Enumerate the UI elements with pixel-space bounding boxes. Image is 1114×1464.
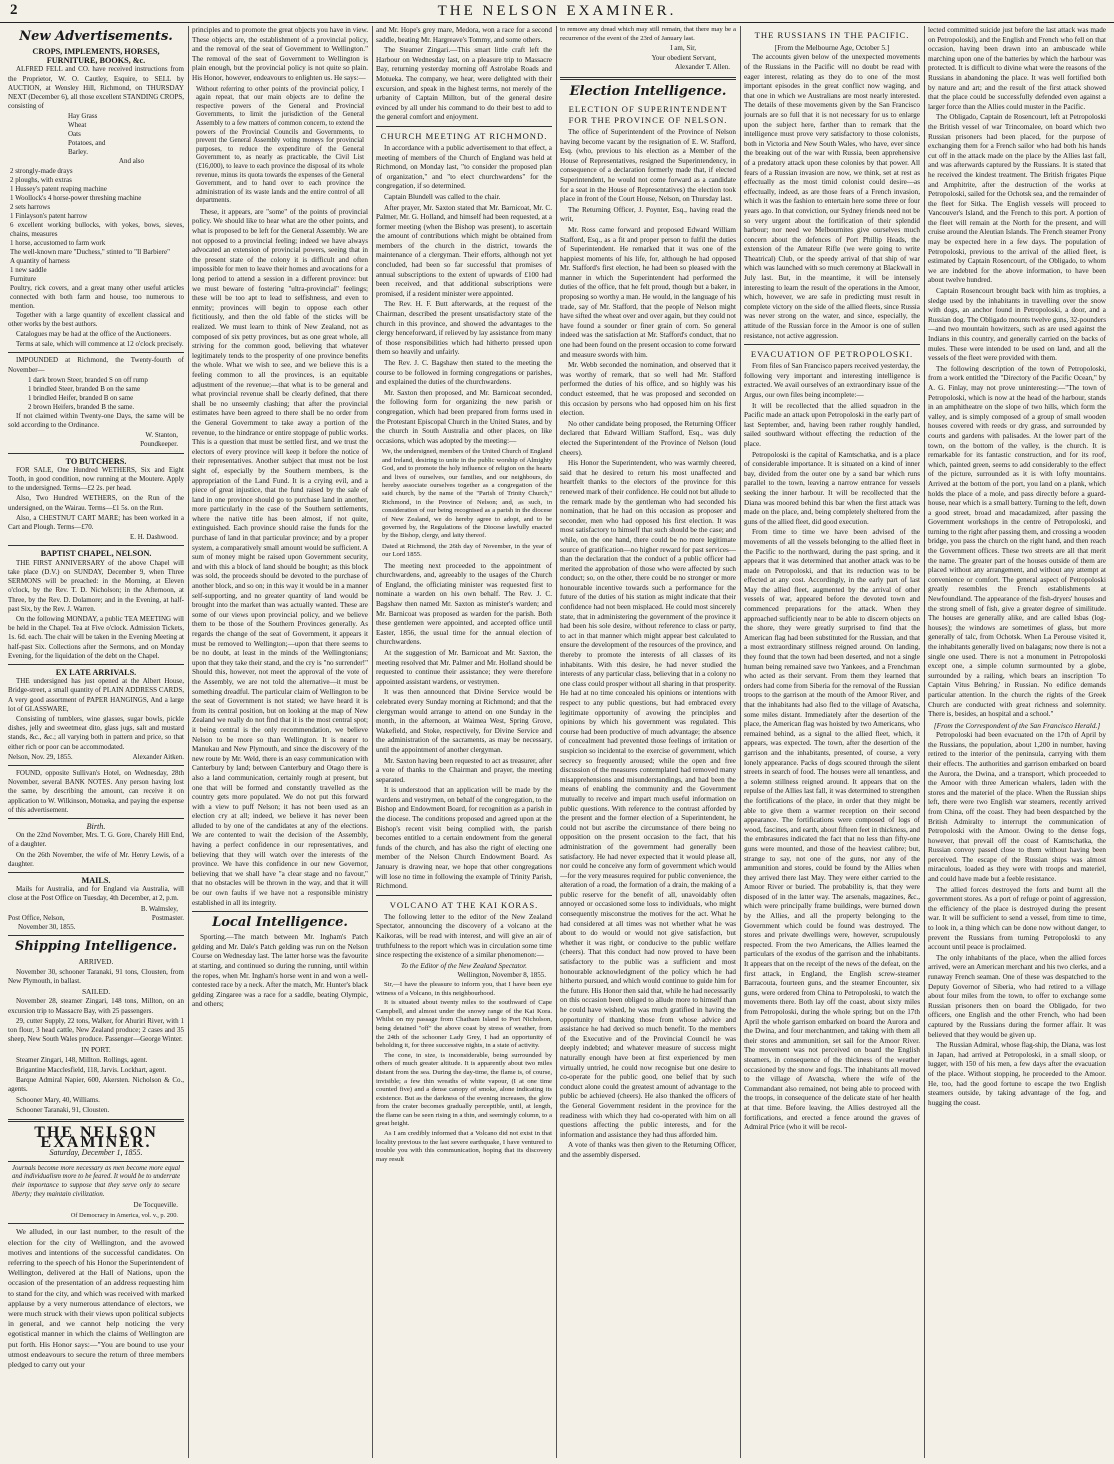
news-paragraph: The Rev. J. C. Bagshaw then stated to the meeting the course to be followed in forming congregations or parishes, and explained the duties of the churchwardens. bbox=[376, 359, 552, 387]
list-item: Hay Grass bbox=[68, 112, 98, 121]
news-paragraph: The Rev. H. F. Butt afterwards, at the request of the Chairman, described the present unsatisfactory state of the church in this province, and showed the advantages to the clergy henceforward, if relieved by lay assistance from many of those responsibilities which had hitherto pressed upon them so heavily and unfairly. bbox=[376, 300, 552, 357]
advertisement-found bbox=[8, 769, 184, 815]
ad-body: Terms at sale, which will commence at 12 o'clock precisely. bbox=[16, 340, 184, 349]
sub-heading: SAILED. bbox=[81, 987, 111, 997]
news-paragraph: In accordance with a public advertisement to that effect, a meeting of members of the Church of England was held at Richmond, on Monday last, "to consider the proposed plan of organization," and "to elect churchwardens" for the congregation, if so determined. bbox=[376, 143, 552, 191]
divider bbox=[8, 872, 184, 873]
news-paragraph: From time to time we have been advised of the movements of all the vessels belonging to the allied fleet in the Pacific to the northward, during the past spring, and it appears that it was determined that another attack was to be made on Petropoloski, and that its reduction was to be effected at any cost. Accordingly, in the early part of last May the allied fleet, augmented by the arrival of other vessels of war, appeared before the devoted town and commenced preparations for the attack. When they approached sufficiently near to be able to discern objects on the shore, they were greatly surprised to find that the American flag had been substituted for the Russian, and that a most extraordinary stillness reigned around. On landing, they found that the town had been deserted, and not a single human being remained save two Yankees, and a Frenchman who acted as their servant. From them they learned that orders had come from Siberia for the removal of the Russian troops to the garrison at the mouth of the Amoor River, and that the inhabitants had also fled to the village of Avatscha, some miles distant. Immediately after the desertion of the place, the American flag was hoisted by two Americans, who remained behind, as a signal to the allied fleet, which, it appears, was expected. The town, after the desertion of the garrison and the inhabitants, presented, of course, a very lonely appearance. Packs of dogs scoured through the silent streets in search of food. The houses were all tenantless, and a solemn stillness reigned around. It appears that on the repulse of the Allies last fall, it was determined to strengthen the fortifications of the place, in order that they might be able to give them a warmer reception on their second appearance. The fortifications were composed of logs of wood, fascines, and earth, about fifteen feet in thickness, and the embrasures indicated the fact that no less than fifty-one guns were mounted, and those of the heaviest calibre; but, strange to say, not one of the guns, nor any of the ammunition and stores, could be found by the Allies when they arrived there last May. They were either carried to the Amoor River or buried. The probability is, that they were disposed of in the latter way. The arsenals, magazines, &c., which were principally frame buildings, were burned down by the Allies, and all the property belonging to the Government which could be found was destroyed. The stores and private dwellings were, however, scrupulously respected. From the two Americans, the Allies learned the particulars of the exodus of the garrison and the inhabitants. It appears that on the receipt of the news of the defeat, on the first attack, in England, the English screw-steamer Barracouta, fourteen guns, and the steamer Encounter, six guns, were ordered from China to Petropoloski, to watch the movements there. Both lay off the coast, about sixty miles from Petropoloski, during the whole spring; but on the 17th April the whole garrison embarked on board the Aurora and the Dwina, and four merchantmen, and taking with them all their stores and ammunition, set sail for the Amoor River. The movement was not perceived on board the English steamers, in consequence of the thickness of the weather occasioned by the snow and fogs. The inhabitants all moved to the village of Avatscha, where the wife of the Commandant also remained, not being able to proceed with the troops, in consequence of the delicate state of her health at that time. Before leaving, the Allies destroyed all the fortifications, and erected a fence around the graves of Admiral Price (who it will be recol- bbox=[744, 528, 920, 1132]
advertisement-impounded bbox=[8, 356, 184, 449]
list-item: Wheat bbox=[68, 121, 87, 130]
news-paragraph: After prayer, Mr. Saxton stated that Mr. Barnicoat, Mr. C. Palmer, Mr. G. Holland, and himself had been requested, at a former meeting (when the Bishop was present), to ascertain the amount of contributions which might be obtained from members of the church in the district, towards the maintenance of a clergyman. Their efforts, although not yet concluded, had been so far successful that promises of annual subscriptions to the extent of upwards of £100 had been received, and that additional subscriptions were promised, if a resident minister were appointed. bbox=[376, 203, 552, 298]
article-source: [From the Melbourne Age, October 5.] bbox=[774, 43, 890, 52]
advertisement-butchers bbox=[8, 457, 184, 543]
ad-body: On the following MONDAY, a public TEA MEETING will be held in the Chapel. Tea at Five o'clock. Admission Tickets, 1s. 6d. each. The chair will be taken in the Evening Meeting at half-past Six. Collections after the Sermons, and on Monday Evening, for the liquidation of the debt on the Chapel. bbox=[8, 614, 184, 660]
list-item: 2 ploughs, with extras bbox=[10, 175, 72, 184]
news-paragraph: The Returning Officer, J. Poynter, Esq., having read the writ, bbox=[560, 205, 736, 224]
ad-title: BAPTIST CHAPEL, NELSON. bbox=[40, 549, 152, 559]
news-paragraph: The Obligado, Captain de Rosencourt, left at Petropoloski the British vessel of war Trincomalee, on board which two Russian prisoners had been placed, for the purpose of exchanging them for a French sailor who had both his hands cut off in the attack made on the place by the Allies last fall, and was afterwards captured by the Russians. It is stated that he received the kindest treatment. The British frigates Pique and Amphitrite, after the destruction of the works at Petropoloski, sailed for the Ochotsk sea, and the remainder of the fleet for Sitka. The English vessels will proceed to Vancouver's Island, and the French to this port. A portion of the fleet will remain at the North for the present, and will cruise around the Aleutian Islands. The French steamer Prony may be expected here in a few days. The population of Petropoloski, previous to the arrival of the allied fleet, is estimated by Captain Rosencourt, of the Obligado, to whom we are indebted for the above information, to have been about twelve hundred. bbox=[928, 113, 1106, 285]
editorial-masthead: THE NELSON EXAMINER. bbox=[34, 1124, 158, 1151]
ad-body: 29, cutter Supply, 22 tons, Walker, for Ahuriri River, with 1 ton flour, 3 head cattle, New Zealand produce; 2 cases and 35 sheep, New South Wales produce. Passenger—George Winter. bbox=[8, 1016, 184, 1044]
news-paragraph: Mr. Ross came forward and proposed Edward William Stafford, Esq., as a fit and proper person to fulfil the duties of Superintendent. He remarked that it was one of the happiest moments of his life, for, although he had opposed Mr. Stafford's first election, he had been so pleased with the manner in which the Superintendent had performed the duties of the office, that he felt proud, though but a baker, in proposing so worthy a man. He would, in the language of his trade, say of Mr. Stafford, that the people of Nelson might have sifted the wheat over and over again, but they could not have found a sounder or finer grain of corn. So general indeed was the satisfaction at Mr. Stafford's conduct, that no one had been found on the present occasion to come forward and measure swords with him. bbox=[560, 225, 736, 359]
ad-title: TO BUTCHERS. bbox=[65, 456, 127, 466]
news-paragraph: Mr. Saxton having been requested to act as treasurer, after a vote of thanks to the Chairman and prayer, the meeting separated. bbox=[376, 756, 552, 784]
list-item: Brigantine Macclesfield, 118, Jarvis. Lockhart, agent. bbox=[16, 1066, 167, 1075]
ad-footer bbox=[8, 753, 184, 762]
news-paragraph: His Honor the Superintendent, who was warmly cheered, said that he desired to return his most unaffected and heartfelt thanks to the electors of the province for this renewed mark of their confidence. He could not but allude to the remark made by the gentleman who had seconded his nomination, that he had on this occasion as proposer and seconder, men who had opposed his first election. It was most satisfactory to himself that such should be the case; and while, on the one hand, there could be no more legitimate source of gratification—no higher reward for past services—than the declaration that the conduct of a public officer had merited the approbation of those who were affected by such conduct; so, on the other, there could be no stronger or more honourable incentive towards such a performance for the future of the duties of his station as might indicate that their confidence had not been misplaced. He could most sincerely state, that in administering the government of the province it had been his sole desire, without reference to class or party, to act in that manner which might appear best calculated to ensure the development of the resources of the province, and thereby to promote the interests of all classes of its inhabitants. With this desire, he had never studied the interests of any particular class, believing that in a colony no one class could prosper without all sharing in that prosperity. He had at no time concealed his opinions or intentions with respect to any public questions, but had embraced every legitimate opportunity of avowing the principles and opinions by which his government was regulated. This course had been productive of much advantage; the absence of concealment had prevented those feelings of irritation or suspicion so incidental to the exercise of government, which secrecy so frequently aroused; while the open and free discussion of the measures contemplated had removed many misapprehensions and misunderstandings, and had been the means of enabling the community and the Government mutually to receive and impart much useful information on public questions. With reference to the contrast afforded by the present and the former election of a Superintendent, he could not but ascribe the circumstance of there being no opposition on the present occasion to the fact, that his administration of the government had generally been satisfactory. He had never expected that it would please all, nor could he conceive any form of government which would—for the very measures required for public convenience, the alteration of a road, the formation of a drain, the making of a public reserve for the benefit of all, unavoidably often annoyed or occasioned some loss to individuals, who might consequently misconstrue the motives for the act. What he had considered at all times was not whether what he was about to do would or would not give satisfaction, but whether it was right, or conducive to the public welfare (cheers). That this conduct had now proved to have been satisfactory to the public was a sufficient and most honourable acknowledgment of the policy which he had hitherto pursued, and which would continue to guide him for the future. His Honor then said that, while he had necessarily on this occasion been obliged to allude more to himself than he could have wished, he was much gratified in having the opportunity of thanking those from whose advice and assistance he had derived so much benefit. To the members of the Executive and of the Provincial Council he was deeply indebted; and whatever measure of success might naturally enough have been at first experienced by men virtually untried, he could now recognise but one desire to co-operate for the public good, one belief that by such conduct alone could the greatest amount of advantage to the public be achieved (cheers). He also thanked the officers of the General Government resident in the province for the readiness with which they had co-operated with him on all questions affecting the public interests, and for the information and assistance they had thus afforded him. bbox=[560, 459, 736, 1139]
editorial-paragraph: These, it appears, are "some" of the points of provincial policy. We should like to hear what are the other points, and what is proposed to be left for the General Assembly. We are not opposed to a provincial feeling; indeed we have always advocated an extension of provincial powers, seeing that in the present state of the colony it is difficult and often impossible for men to leave their homes and avocations for a long period to attend a session in a different province: but we must beware of fostering "ultra-provincial" feelings; these will be too apt to lead to selfishness, and even to enmity; provinces will begin to oppose each other fictitiously, and then the old fable of the sticks will be realized. We must learn to think of New Zealand, not as composed of six petty provinces, but as one great whole, all striving for the common good, believing that whatever legitimately tends to the prosperity of one province benefits the whole. What we wish to see, and we believe this is a feeling common to all the provinces, is an equitable adjustment of the revenue;—that what is to be general and what provincial revenue shall be clearly defined, that there shall be no unseemly clashing; that after the provincial estimates have been agreed to there shall be no order from the General Government to take away a portion of the revenue, to the hindrance or entire stoppage of public works. This is a question that must be settled first, and we trust the electors of every province will keep it before the notice of their representatives. Another subject that must not be lost sight of, especially by the Southern members, is the appropriation of the Land Fund. It is a crying evil, and a piece of great injustice, that the fund raised by the sale of land in one province should go to purchase land in another, more particularly in the case of the Southern settlements, where the native title has been almost, if not quite, extinguished. Each province should raise the funds for the purchase of land in that particular province; and by a proper system, a comparatively small amount would be sufficient. A sum of money might be raised upon Government security, and with this a block of land should be bought; as this block was sold, the proceeds should be devoted to the purchase of another block, and so on; in this way it would be in a manner self-supporting, and no greater quantity of land would be brought into the market than was actually wanted. These are some of our views upon provincial policy, and we believe them to be those of the Southern Provinces generally. As regards the change of the seat of Government, it appears it must be removed to Wellington;—upon that there seems to be no doubt, at least in the minds of the Wellingtonians; upon that they take their stand, and the cry is "no surrender!" Should this, however, not meet the approval of the vote of the Assembly, we are not told the alternative—it must be something dreadful. The particular claim of Wellington to be the seat of Government is not stated; we have heard it is from its central position, but on looking at the map of New Zealand we really do not find that it is the most central spot; it being central is the only recommendation, we believe Nelson to be more so than Wellington. It is nearer to Manukau and New Plymouth, and since the discovery of the new route by Mr. Weld, there is an easy communication with Canterbury by land; between Canterbury and Otago there is also a land communication, certainly rough at present, but one that will be formed and constantly travelled as the country gets more populated. We do not put this forward with a view to puff Nelson; it has not been used as an election cry at all; indeed, we believe it has never been alluded to by one of the candidates at any of the elections. We are contented to wait the decision of the Assembly, having a perfect confidence in our representatives, and believing that they will watch over the interests of the province. We have this confidence in our new Governor, believing that we shall have "a clear stage and no favour," that no obstacles will be thrown in the way, and that it will be our own faults if we have not a responsible ministry established in all its integrity. bbox=[192, 207, 368, 907]
signature: B. Walmsley, bbox=[140, 904, 178, 913]
divider bbox=[8, 765, 184, 766]
ad-date: November 30, 1855. bbox=[18, 923, 76, 931]
letter-paragraph: Sir,—I have the pleasure to inform you, that I have been eye witness of a Volcano, in this neighbourhood. bbox=[376, 980, 552, 997]
letter-paragraph: As I am credibly informed that a Volcano did not exist in that locality previous to the last severe earthquake, I have ventured to trouble you with this communication, hoping that its discovery may result bbox=[376, 1130, 552, 1163]
ad-body: FOR SALE, One Hundred WETHERS, Six and Eight Tooth, in good condition, now running at the Moutere. Apply to the undersigned. Terms—£2 2s. per head. bbox=[8, 465, 184, 493]
signature: Poundkeeper. bbox=[140, 440, 178, 449]
column-rule bbox=[556, 26, 557, 1458]
article-source: [From the Correspondent of the San Francisco Herald.] bbox=[933, 720, 1101, 730]
ad-body: On the 22nd November, Mrs. T. G. Gore, Charely Hill End, of a daughter. bbox=[8, 831, 184, 849]
block-quote: Without referring to other points of the provincial policy, I again repeat, that our main objects are to define the respective powers of the General and Provincial Governments, to limit the jurisdiction of the General Assembly to a few matters of common concern, to extend the powers of the Provincial Councils and Governments, to prevent the General Assembly voting moneys for provincial purposes, to reduce the expenditure of the General Government to, as nearly as practicable, the Civil List (£16,000), to leave to each province the disposal of its whole revenue, minus its quota towards the expenses of the General Government, and to hand over to each province the administration of its waste lands and the entire control of all departments. bbox=[196, 85, 364, 205]
advertisement-chapel bbox=[8, 549, 184, 660]
item-list bbox=[28, 376, 184, 412]
signature: W. Stanton, bbox=[145, 431, 178, 440]
list-item: 2 brown Heifers, branded B the same. bbox=[28, 402, 135, 411]
sub-heading: IN PORT. bbox=[81, 1045, 111, 1055]
list-item: Poultry, rick covers, and a great many other useful articles connected with both farm and house, too numerous to mention. bbox=[10, 283, 184, 310]
divider bbox=[8, 1223, 184, 1224]
news-paragraph: Mr. Webb seconded the nomination, and observed that it was worthy of remark, that so well had Mr. Stafford performed the duties of his office, and so highly was his conduct esteemed, that he was proposed and seconded on this occasion by persons who had opposed him on his first election. bbox=[560, 361, 736, 418]
letter-closing: Your obedient Servant, bbox=[651, 53, 716, 62]
list-item: Barley. bbox=[68, 148, 88, 157]
divider bbox=[8, 545, 184, 546]
list-item: Potatoes, and bbox=[68, 139, 106, 148]
advertisement-auction bbox=[8, 47, 184, 349]
page-number: 2 bbox=[10, 2, 18, 18]
news-paragraph: It will be recollected that the allied squadron in the Pacific made an attack upon Petropoloski in the early part of last September, and, having been rather roughly handled, sailed southward without effecting the reduction of the place. bbox=[744, 401, 920, 448]
divider bbox=[8, 935, 184, 936]
column-4 bbox=[560, 26, 736, 1460]
list-item: A quantity of harness bbox=[10, 256, 70, 265]
news-paragraph: Mr. Saxton then proposed, and Mr. Barnicoat seconded, the following form for organizing the new parish or congregation, which had been prepared from forms used in the Protestant Episcopal Church in the United States, and by the church in South Australia and other places, on like occasions, which was adopted by the meeting:— bbox=[376, 388, 552, 445]
news-paragraph: The only inhabitants of the place, when the allied forces arrived, were an American merchant and his two clerks, and a runaway French seaman. One of these was despatched to the Deputy Governor of Siberia, who had retired to a village about four miles from the town, to offer to exchange some Russian prisoners then on board the Obligado, for two officers, one English and the other French, who had been captured by the Russians during the former affair. It was believed that they would be given up. bbox=[928, 953, 1106, 1039]
list-item: 1 horse, accustomed to farm work bbox=[10, 238, 106, 247]
birth-notice bbox=[8, 822, 184, 869]
ad-body: On the 26th November, the wife of Mr. Henry Lewis, of a daughter. bbox=[8, 850, 184, 868]
section-heading: Shipping Intelligence. bbox=[14, 939, 178, 955]
article-heading: VOLCANO AT THE KAI KORAS. bbox=[389, 899, 539, 910]
letter-address: To the Editor of the New Zealand Spectator. bbox=[401, 961, 527, 970]
news-paragraph: Captain Blundell was called to the chair. bbox=[384, 192, 501, 201]
list-item: Schooner Taranaki, 91, Clousten. bbox=[16, 1105, 110, 1114]
ad-body: If not claimed within Twenty-one Days, the same will be sold according to the Ordinance. bbox=[8, 411, 184, 430]
list-item: 1 dark brown Steer, branded S on off rump bbox=[28, 375, 148, 384]
letter-date: Wellington, November 8, 1855. bbox=[457, 971, 546, 980]
news-paragraph: The Russian Admiral, whose flag-ship, the Diana, was lost in Japan, had arrived at Petropoloski, in a small sloop, or lugger, with 150 of his men, a few days after the evacuation of the place. Without stopping, he proceeded to the Amoor. He, too, had the good fortune to escape the two English steamers outside, by taking advantage of the fog, and hugging the coast. bbox=[928, 1041, 1106, 1107]
section-heading: Election Intelligence. bbox=[569, 83, 727, 99]
column-5 bbox=[744, 26, 920, 1460]
article-heading: EVACUATION OF PETROPOLOSKI. bbox=[750, 349, 914, 360]
ad-title: Birth. bbox=[86, 821, 106, 831]
ad-also: And also bbox=[118, 157, 144, 166]
sub-heading: ARRIVED. bbox=[78, 957, 114, 967]
letter-paragraph: The cone, in size, is inconsiderable, being surrounded by others of much greater altitude. It is apparently about two miles distant from the sea. During the day-time, the flame is, of course, invisible; a few thin wreaths of white vapour, (I at one time counted five) and a dense canopy of smoke, alone indicating its existence. But as the darkness of the evening increases, the glow from the crater becomes gradually perceptible, until, at length, the flame can be seen rising in a thin, and seemingly column, to a great height. bbox=[376, 1051, 552, 1128]
ad-body: Consisting of tumblers, wine glasses, sugar bowls, pickle dishes, jelly and sweetmeat dito, glass jugs, salt and mustard stands, &c., &c.; all varying both in pattern and price, so that either rich or poor can be accommodated. bbox=[8, 714, 184, 751]
ad-role: Postmaster. bbox=[151, 913, 184, 922]
news-paragraph: The following description of the town of Petropoloski, from a work entitled the "Directory of the Pacific Ocean," by A. G. Finlay, may not prove uninteresting:—"The town of Petropoloski, which is now at the head of the harbour, stands in an amphitheatre on the slope of two hills, which form the valley, and is simply composed of a group of small wooden houses covered with reeds or dry grass, and surrounded by courts and gardens with palisades. At the lower part of the town, on the bottom of the valley, is the church. It is remarkable for its fantastic construction, and for its roof, which, painted green, seems to add considerably to the effect of the picture, surrounded as it is with lofty mountains. Arrived at the bottom of the port, you land on a plank, which holds the place of a mole, and pass directly before a guard-house, near which is a small battery. Turning to the left, down a good street, broad and macadamized, after passing the Government workshops in the centre of Petropoloski, and turning to the right after passing them, and crossing a wooden bridge, you pass the church on the right hand, and then reach the Government offices. These two streets are all that merit the name. The greater part of the houses outside of them are placed without any arrangement, and without any attempt at convenience or comfort. The general aspect of Petropoloski greatly resembles the French establishments at Newfoundland. The appearance of the fish-dryers' houses and the strong smell of fish, give a greater degree of similitude. The houses are generally alike, and are called Isbas (log-houses); the windows are sometimes of glass, but more generally of talc, from Ochotsk. When La Perouse visited it, the inhabitants generally lived on balagans; now there is not a single one used. There is not a monument in Petropoloski except one, a simple column surmounted by a globe, surrounded by a railing, which bears an inscription 'To Captain Vitus Behring,' in Russian. No edifice demands particular attention. In the church the rights of the Greek Church are conducted with great richness and solemnity. There is, besides, an hospital and a school." bbox=[928, 364, 1106, 719]
list-item: Steamer Zingari, 148, Millton. Rollings, agent. bbox=[16, 1055, 148, 1064]
ad-body: Also, Two Hundred WETHERS, on the Run of the undersigned, on the Wairau. Terms—£1 5s. on the Run. bbox=[8, 494, 184, 512]
epigraph-source: Of Democracy in America, vol. v., p. 200. bbox=[70, 1211, 178, 1219]
divider bbox=[376, 126, 552, 127]
ad-body: THE FIRST ANNIVERSARY of the above Chapel will take place (D.V.) on SUNDAY, December 9, when Three SERMONS will be preached: in the Morning, at Eleven o'clock, by the Rev. T. D. Nicholson; in the Afternoon, at Three, by the Rev. D. Dolamore; and in the Evening, at half-past Six, by the Rev. J. Warren. bbox=[8, 558, 184, 613]
news-paragraph: The office of Superintendent of the Province of Nelson having become vacant by the resignation of E. W. Stafford, Esq. (who, previous to his election as a Member of the House of Representatives, resigned the Superintendency, in consequence of a declaration formerly made that, if elected Superintendent, he would not come forward as a candidate for a seat in the House of Representatives) the election took place in front of the Court House, Nelson, on Thursday last. bbox=[560, 127, 736, 204]
divider bbox=[8, 818, 184, 819]
news-paragraph: lected committed suicide just before the last attack was made on Petropoloski), and the English and French who fell on that occasion, having been drawn into an ambuscade while marching upon one of the batteries by which the harbour was protected. It is difficult to divine what were the reasons of the Russians in abandoning the place. It was well fortified both by nature and art; and the result of the first attack showed that the place could be successfully defended even against a larger force than the Allies could muster in the Pacific. bbox=[928, 26, 1106, 111]
letter-paragraph: It is situated about twenty miles to the southward of Cape Campbell, and almost under the snowy range of the Kai Kora. Whilst on my passage from Chatham Island to Port Nicholson, being detained "off" the above coast by stress of weather, from the 24th of the schooner Lady Grey, I had an opportunity of beholding it, for three successive nights, in a state of activity. bbox=[376, 999, 552, 1050]
signature: Alexander Aitken. bbox=[132, 752, 184, 761]
news-paragraph: The accounts given below of the unexpected movements of the Russians in the Pacific will no doubt be read with eager interest, relating as they do to one of the most important episodes in the great conflict now waging, and that one in which we Australians are most nearly interested. The details of these movements given by the San Francisco journals are so full that it is not necessary for us to enlarge upon the subject here, farther than to remark that the intelligence must prove very satisfactory to those colonists, both in Victoria and New South Wales, who have, ever since the breaking out of the war with Russia, been apprehensive of a predatory attack upon these colonies by that power. All fears of a Russian invasion are now, we think, set at rest as effectually as the most timid colonist could desire—as effectually, indeed, as are those fears of a French invasion, which it was the fashion to entertain here some three or four years ago. In that conviction, our Sydney friends need not be so very urgent about the fortification of their splendid harbour; nor need we Melbournites give ourselves much concern about the defences of Port Phillip Heads, the extension of the Amateur Rifle (we were going to write Theatrical) Club, or the speedy arrival of that ship of war which was launched with so much ceremony at Blackwall in July last. But, in the meantime, it will be intensely interesting to learn the result of the operations in the Amoor, which, however, we are safe in predicting must result in complete victory on the side of the allied fleets, since Russia was never strong on the water, and since, especially, the attitude of the Russian force in the Amoor is one of sullen resistance, not active aggression. bbox=[744, 53, 920, 340]
item-list bbox=[10, 167, 184, 311]
shipping-news bbox=[8, 957, 184, 1115]
divider bbox=[8, 1161, 184, 1162]
list-item: 1 Woollock's 4 horse-power threshing machine bbox=[10, 193, 142, 202]
news-paragraph: The Steamer Zingari.—This smart little craft left the Harbour on Wednesday last, on a pleasure trip to Massacre Bay, returning yesterday morning off Astrolabe Roads and Motueka. The company, we hear, were delighted with their excursion, and speak in the highest terms, not merely of the urbanity of Captain Millton, but of the general desire evinced by all under his command to do their best to add to the general comfort and enjoyment. bbox=[376, 46, 552, 122]
block-quote: We, the undersigned, members of the United Church of England and Ireland, desiring to unite in the public worship of Almighty God, and to promote the holy influence of religion on the hearts and lives of ourselves, our families, and our neighbours, do hereby associate ourselves together as a congregation of the said church, by the name of the "Parish of Trinity Church," Richmond, in the Province of Nelson; and, as such, in consideration of our being recognised as a parish in the diocese of New Zealand, we do hereby agree to adopt, and to be governed by, the Regulations of the Diocese lawfully enacted by the Bishop, clergy, and laity thereof. bbox=[382, 448, 552, 540]
list-item: 2 strongly-made drays bbox=[10, 166, 73, 175]
news-paragraph: Sporting.—The match between Mr. Ingham's Patch gelding and Mr. Dale's Patch gelding was run on the Nelson Course on Wednesday last. The latter horse was the favourite at starting, and continued so during the running, until within the ropes, when Mr. Ingham's horse went in and won a well-contested race by a neck. After the match, Mr. Hunter's black gelding Zingaree was a race for a saddle, beating Olympic, and others; bbox=[192, 933, 368, 1009]
list-item: 1 Hussey's patent reaping machine bbox=[10, 184, 107, 193]
ad-title: CROPS, IMPLEMENTS, HORSES, FURNITURE, BOOKS, &c. bbox=[32, 47, 160, 66]
list-item: 1 new saddle bbox=[10, 265, 47, 274]
editorial-date: Saturday, December 1, 1855. bbox=[49, 1148, 143, 1158]
masthead bbox=[0, 0, 1114, 23]
news-paragraph: It is understood that an application will be made by the wardens and vestrymen, on behalf of the congregation, to the Bishop and Endowment Board, for recognition as a parish in the diocese. The conditions proposed and agreed upon at the Bishop's recent visit being complied with, the parish becomes entitled to a certain endowment from the general funds of the church, and has also the right of electing one member of the Nelson Church Endowment Board. As January is drawing near, we hope that other congregations will lose no time in following the example of Trinity Parish, Richmond. bbox=[376, 786, 552, 891]
column-rule bbox=[188, 26, 189, 1458]
editorial-paragraph: principles and to promote the great objects you have in view. These objects are, the establishment of a provincial policy, and the removal of the seat of Government to Wellington." The removal of the seat of Government to Wellington is plain enough, but the provincial policy is not quite so plain. His Honor, however, endeavours to enlighten us. He says:— bbox=[192, 26, 368, 82]
divider bbox=[560, 77, 736, 80]
divider bbox=[8, 664, 184, 665]
advertisement-arrivals bbox=[8, 668, 184, 762]
list-item: 6 excellent working bullocks, with yokes, bows, sieves, chains, measures bbox=[10, 220, 184, 238]
list-item: Oats bbox=[68, 130, 81, 139]
crop-list bbox=[68, 112, 184, 157]
news-paragraph: Captain Rosencourt brought back with him as trophies, a sledge used by the inhabitants in travelling over the snow with dogs, an anchor found in Petropoloski, a door, and a Russian dog. The Obligado mounts twelve guns, 32-pounders—and two mountain howitzers, such as are used against the Indians in this country, and generally carried on the backs of mules. These were intended to be used on land, and all the vessels of the fleet were provided with them. bbox=[928, 287, 1106, 363]
list-item: Furniture bbox=[10, 274, 37, 283]
list-item: Barque Admiral Napier, 600, Akersten. Nicholson & Co., agents. bbox=[8, 1076, 184, 1094]
article-heading: THE RUSSIANS IN THE PACIFIC. bbox=[754, 30, 910, 40]
news-paragraph: The following letter to the editor of the New Zealand Spectator, announcing the discovery of a volcano at the Kaikoras, will be read with interest, and will give an air of truthfulness to the report which was in circulation some time since respecting the existence of a similar phenomenon:— bbox=[376, 912, 552, 960]
column-rule bbox=[740, 26, 741, 1458]
ad-body: FOUND, opposite Sullivan's Hotel, on Wednesday, 28th November, several BANK NOTES. Any person having lost the same, by describing the amount, can receive it on application to W. Wilkinson, Motueka, and paying the expense of this advertisement. bbox=[8, 768, 184, 814]
news-paragraph: No other candidate being proposed, the Returning Officer declared that Edward William Stafford, Esq., was duly elected the Superintendent of the Province of Nelson (loud cheers). bbox=[560, 419, 736, 457]
signature: E. H. Dashwood. bbox=[129, 533, 178, 542]
ad-title: EX LATE ARRIVALS. bbox=[55, 667, 137, 677]
section-heading: New Advertisements. bbox=[19, 29, 173, 44]
divider bbox=[8, 352, 184, 353]
list-item: Schooner Mary, 40, Williams. bbox=[16, 1095, 100, 1104]
mails-notice bbox=[8, 876, 184, 932]
paper-title: THE NELSON EXAMINER. bbox=[437, 3, 677, 19]
letter-paragraph: to remove any dread which may still remain, that there may be a recurrence of the event of the 23rd of January last. bbox=[560, 26, 736, 42]
divider bbox=[376, 895, 552, 896]
list-item: 1 Finlayson's patent harrow bbox=[10, 211, 88, 220]
news-paragraph: From files of San Francisco papers received yesterday, the following very important and interesting intelligence is extracted. We avail ourselves of an extraordinary issue of the Argus, our own files being incomplete:— bbox=[744, 362, 920, 399]
ad-footer bbox=[8, 914, 184, 923]
ad-body: ALFRED FELL and CO. have received instructions from the Proprietor, W. O. Cautley, Esquire, to SELL by AUCTION, at Wensley Hill, Richmond, on THURSDAY NEXT (December 6), all those excellent STANDING CROPS, consisting of bbox=[8, 65, 184, 111]
list-item: 1 brindled Heifer, branded B on same bbox=[28, 393, 134, 402]
ad-title: MAILS. bbox=[81, 875, 111, 885]
ad-body: November 28, steamer Zingari, 148 tons, Millton, on an excursion trip to Massacre Bay, with 25 passengers. bbox=[8, 997, 184, 1015]
list-item: The well-known mare "Duchess," stinted to "Il Barbiere" bbox=[10, 247, 170, 256]
ad-body: Also, a CHESTNUT CART MARE; has been worked in a Cart and Plough. Terms—£70. bbox=[8, 513, 184, 532]
news-paragraph: The allied forces destroyed the forts and burnt all the government stores. As a port of refuge or point of aggression, the efficiency of the place is destroyed during the present war. It will be sufficient to send a vessel, from time to time, to look in, a thing which can be done now without danger, to prevent the Russians from turning Petropoloski to any account until peace is proclaimed. bbox=[928, 885, 1106, 952]
column-3 bbox=[376, 26, 552, 1460]
news-paragraph: It was then announced that Divine Service would be celebrated every Sunday morning at Richmond; and that the clergyman would arrange to attend on one Sunday in the month, in the afternoon, at Waimea West, Spring Grove, Wakefield, and Stoke, respectively, for Divine Service and the administration of the sacraments, as may be necessary, until the appointment of another clergyman. bbox=[376, 688, 552, 754]
ad-date: Nelson, Nov. 29, 1855. bbox=[8, 752, 73, 761]
news-paragraph: and Mr. Hope's grey mare, Medora, won a race for a second saddle, beating Mr. Hargreave's Tommy, and some others. bbox=[376, 26, 552, 44]
ad-body: Mails for Australia, and for England via Australia, will close at the Post Office on Tuesday, 4th December, at 2, p.m. bbox=[8, 885, 184, 903]
divider bbox=[8, 1119, 184, 1122]
news-paragraph: Petropoloski had been evacuated on the 17th of April by the Russians, the population, about 1,200 in number, having retired to the interior of the peninsula, carrying with them their effects. The authorities and garrison embarked on board the Aurora, the Dwina, and a transport, which proceeded to the Amoor with three American whalers, laden with the stores and the materiel of the place. When the Russian ships left, there were two English war steamers, recently arrived from China, off the coast. They had been despatched by the British Admiralty to interrupt the communication of Petropoloski with the Amoor. Owing to the dense fogs, however, that prevail off the coast of Kamtschatka, the Russian convoy passed close to them without having been perceived. The escape of the Russian ships was almost miraculous, loaded as they were with troops and materiel, and could have made but a feeble resistance. bbox=[928, 731, 1106, 884]
letter-signature: Alexander T. Allen. bbox=[675, 63, 730, 72]
ad-body: November 30, schooner Taranaki, 91 tons, Clousten, from New Plymouth, in ballast. bbox=[8, 967, 184, 985]
ad-body: Catalogues may be had at the office of the Auctioneers. bbox=[16, 330, 171, 339]
news-paragraph: The meeting next proceeded to the appointment of churchwardens, and, agreeably to the usages of the Church of England, the officiating minister was requested first to nominate a warden on his own behalf. The Rev. J. C. Bagshaw then named Mr. Saxton as minister's warden; and Mr. Barnicoat was proposed as warden for the parish. Both these gentlemen were appointed, and accepted office until Easter, 1856, the usual time for the annual election of churchwardens. bbox=[376, 561, 552, 647]
divider bbox=[8, 453, 184, 454]
editorial-paragraph: We alluded, in our last number, to the result of the election for the city of Wellington, and the avowed motives and intentions of the successful candidates. On referring to the speech of his Honor the Superintendent of Wellington, delivered at the Hall of Nations, upon the occasion of the presentation of an address requesting him to stand for the city, and which was received with marked applause by a very numerous attendance of electors, we were much struck with their views upon political subjects in general, and we cannot help noticing the very egotistical manner in which the claims of Wellington are put forth. His Honor says:—"You are bound to use your utmost endeavours to secure the return of three members pledged to carry out your bbox=[8, 1227, 184, 1370]
list-item: 1 brindled Steer, branded B on the same bbox=[28, 384, 141, 393]
list-item: 2 sets harrows bbox=[10, 202, 51, 211]
divider bbox=[192, 911, 368, 912]
news-paragraph: A vote of thanks was then given to the Returning Officer, and the assembly dispersed. bbox=[560, 1141, 736, 1159]
section-heading: Local Intelligence. bbox=[212, 915, 348, 931]
epigraph: Journals become more necessary as men become more equal and individualism more to be feared. It would be to underrate their importance to suppose that they serve only to secure liberty; they maintain civilization. bbox=[12, 1164, 180, 1198]
article-heading: CHURCH MEETING AT RICHMOND. bbox=[380, 130, 548, 141]
ad-place: Post Office, Nelson, bbox=[8, 913, 65, 922]
column-6 bbox=[928, 26, 1106, 1460]
ad-body: Together with a large quantity of excellent classical and other works by the best authors. bbox=[8, 310, 184, 328]
ad-body: THE undersigned has just opened at the Albert House, Bridge-street, a small quantity of PLAIN ADDRESS CARDS, A very good assortment of PAPER HANGINGS, And a large lot of GLASSWARE, bbox=[8, 677, 184, 713]
news-paragraph: Petropoloski is the capital of Kamtschatka, and is a place of considerable importance. It is situated on a kind of inner bay, divided from the outer one by a sand bar which runs parallel to the town, leaving a narrow entrance for vessels seeking the inner harbour. It will be recollected that the Diana was moored behind this bar when the first attack was made on the place, and, being completely sheltered from the guns of the allied fleet, did good execution. bbox=[744, 450, 920, 526]
epigraph-author: De Tocqueville. bbox=[133, 1201, 178, 1210]
column-2 bbox=[192, 26, 368, 1460]
article-heading: ELECTION OF SUPERINTENDENT FOR THE PROVINCE OF NELSON. bbox=[568, 103, 728, 125]
letter-closing: I am, Sir, bbox=[670, 44, 696, 53]
divider bbox=[744, 344, 920, 345]
block-quote: Dated at Richmond, the 26th day of November, in the year of our Lord 1855. bbox=[382, 542, 552, 559]
news-paragraph: At the suggestion of Mr. Barnicoat and Mr. Saxton, the meeting resolved that Mr. Palmer and Mr. Holland should be requested to continue their assistance; they were therefore appointed assistant wardens, or vestrymen. bbox=[376, 648, 552, 686]
column-1 bbox=[8, 26, 184, 1460]
column-rule bbox=[924, 26, 925, 1458]
ad-body: IMPOUNDED at Richmond, the Twenty-fourth of November— bbox=[8, 356, 184, 374]
column-rule bbox=[372, 26, 373, 1458]
